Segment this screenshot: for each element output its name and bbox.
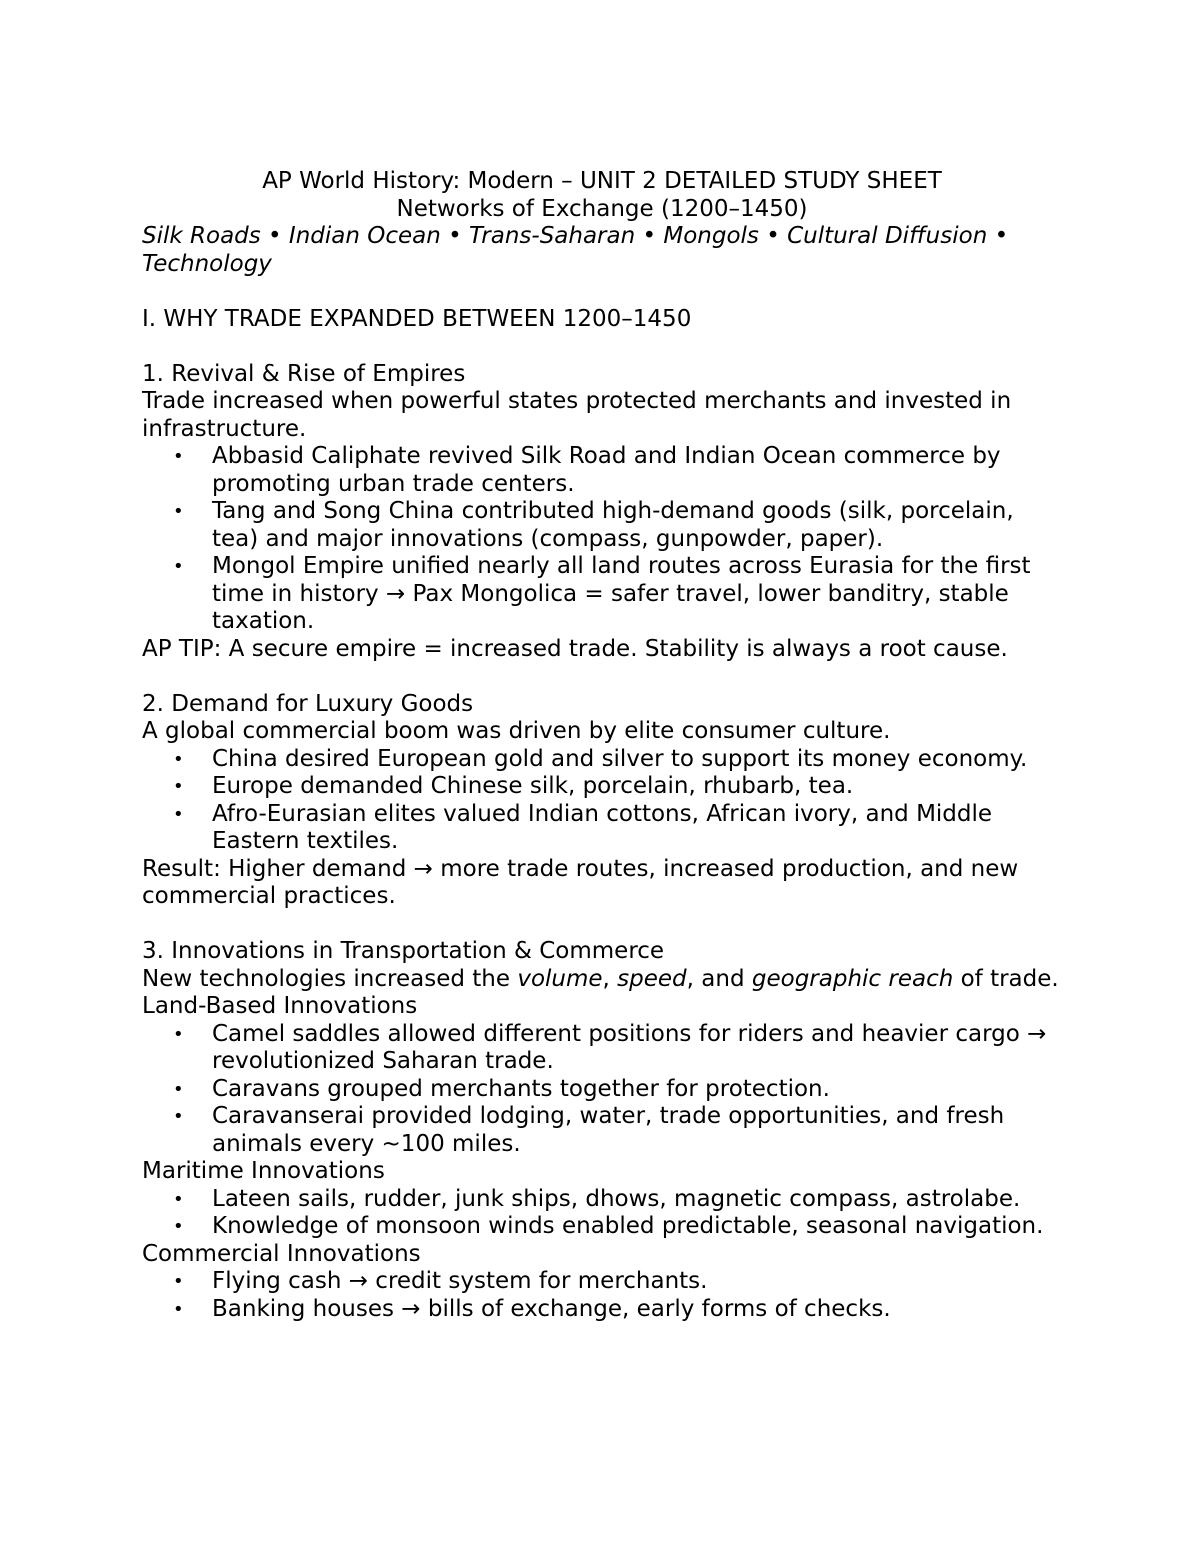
spacer xyxy=(142,333,1062,361)
list-item-text: Mongol Empire unified nearly all land routes across Eurasia for the first time in history → Pax Mongolica = safer travel, lower banditry, stable taxation. xyxy=(212,553,1031,634)
list-item xyxy=(142,1076,1062,1104)
bullet-list-commercial xyxy=(142,1268,1062,1323)
list-item xyxy=(142,1296,1062,1324)
bullet-icon: • xyxy=(173,501,184,522)
document-subtitle: Networks of Exchange (1200–1450) xyxy=(396,195,808,222)
list-item xyxy=(142,1103,1062,1158)
ap-tip: AP TIP: A secure empire = increased trade. Stability is always a root cause. xyxy=(142,635,1008,662)
list-item-text: Lateen sails, rudder, junk ships, dhows, magnetic compass, astrolabe. xyxy=(212,1185,1021,1212)
maritime-innovations-heading: Maritime Innovations xyxy=(142,1158,385,1184)
list-item xyxy=(142,1268,1062,1296)
list-item-text: Flying cash → credit system for merchants. xyxy=(212,1268,708,1294)
bullet-icon: • xyxy=(173,803,184,825)
subsection-intro-empires: Trade increased when powerful states protected merchants and invested in infrastructure. xyxy=(142,388,1012,442)
topics-line xyxy=(142,223,1062,278)
bullet-list-empires xyxy=(142,443,1062,636)
spacer xyxy=(142,278,1062,306)
list-item xyxy=(142,1186,1062,1214)
topics-text: Silk Roads • Indian Ocean • Trans-Saharan • Mongols • Cultural Diffusion • Technology xyxy=(142,223,1009,277)
subsection-heading-innovations: 3. Innovations in Transportation & Commerce xyxy=(142,938,665,964)
commercial-innovations-heading: Commercial Innovations xyxy=(142,1240,421,1267)
bullet-icon: • xyxy=(173,1216,184,1237)
list-item-text: Caravanserai provided lodging, water, trade opportunities, and fresh animals every ~100 miles. xyxy=(212,1103,1005,1157)
land-innovations-heading: Land-Based Innovations xyxy=(142,993,418,1019)
intro-separator: , xyxy=(602,965,618,992)
bullet-list-luxury xyxy=(142,746,1062,856)
document-title: AP World History: Modern – UNIT 2 DETAILED STUDY SHEET xyxy=(262,168,942,194)
intro-emphasis-volume: volume xyxy=(517,965,603,992)
subsection-heading-luxury: 2. Demand for Luxury Goods xyxy=(142,690,474,717)
list-item xyxy=(142,801,1062,856)
list-item xyxy=(142,1021,1062,1076)
bullet-icon: • xyxy=(173,776,184,797)
bullet-icon: • xyxy=(173,748,184,770)
subsection-intro-innovations xyxy=(142,966,1062,994)
subsection-intro-luxury: A global commercial boom was driven by elite consumer culture. xyxy=(142,718,891,744)
list-item-text: Banking houses → bills of exchange, early forms of checks. xyxy=(212,1295,891,1322)
list-item xyxy=(142,773,1062,801)
list-item-text: Tang and Song China contributed high-demand goods (silk, porcelain, tea) and major innovations (compass, gunpowder, paper). xyxy=(212,498,1014,552)
bullet-icon: • xyxy=(173,1188,184,1210)
bullet-list-maritime xyxy=(142,1186,1062,1241)
bullet-icon: • xyxy=(173,1078,184,1100)
list-item-text: Knowledge of monsoon winds enabled predictable, seasonal navigation. xyxy=(212,1213,1044,1239)
spacer xyxy=(142,911,1062,939)
list-item xyxy=(142,1213,1062,1241)
intro-text: of trade. xyxy=(953,965,1059,992)
section-heading: I. WHY TRADE EXPANDED BETWEEN 1200–1450 xyxy=(142,305,692,332)
result-text: Result: Higher demand → more trade routes, increased production, and new commercial practices. xyxy=(142,855,1019,909)
subsection-heading-empires: 1. Revival & Rise of Empires xyxy=(142,360,466,387)
intro-text: New technologies increased the xyxy=(142,965,518,992)
spacer xyxy=(142,663,1062,691)
list-item xyxy=(142,443,1062,498)
bullet-icon: • xyxy=(173,446,184,467)
intro-emphasis-reach: geographic reach xyxy=(751,965,954,992)
list-item xyxy=(142,553,1062,636)
bullet-icon: • xyxy=(173,1023,184,1045)
bullet-icon: • xyxy=(173,1271,184,1292)
bullet-icon: • xyxy=(173,1106,184,1127)
intro-separator: , and xyxy=(686,965,752,992)
list-item xyxy=(142,498,1062,553)
intro-emphasis-speed: speed xyxy=(617,965,687,992)
list-item-text: Afro-Eurasian elites valued Indian cottons, African ivory, and Middle Eastern textiles. xyxy=(212,800,993,854)
list-item-text: Camel saddles allowed different positions for riders and heavier cargo → revolutionized Saharan trade. xyxy=(212,1020,1047,1074)
bullet-icon: • xyxy=(173,556,184,577)
list-item xyxy=(142,746,1062,774)
list-item-text: China desired European gold and silver to support its money economy. xyxy=(212,745,1028,772)
list-item-text: Europe demanded Chinese silk, porcelain, rhubarb, tea. xyxy=(212,773,854,799)
list-item-text: Abbasid Caliphate revived Silk Road and Indian Ocean commerce by promoting urban trade centers. xyxy=(212,443,1001,497)
document-page xyxy=(142,168,1062,1323)
list-item-text: Caravans grouped merchants together for protection. xyxy=(212,1075,830,1102)
bullet-list-land xyxy=(142,1021,1062,1159)
bullet-icon: • xyxy=(173,1298,184,1320)
